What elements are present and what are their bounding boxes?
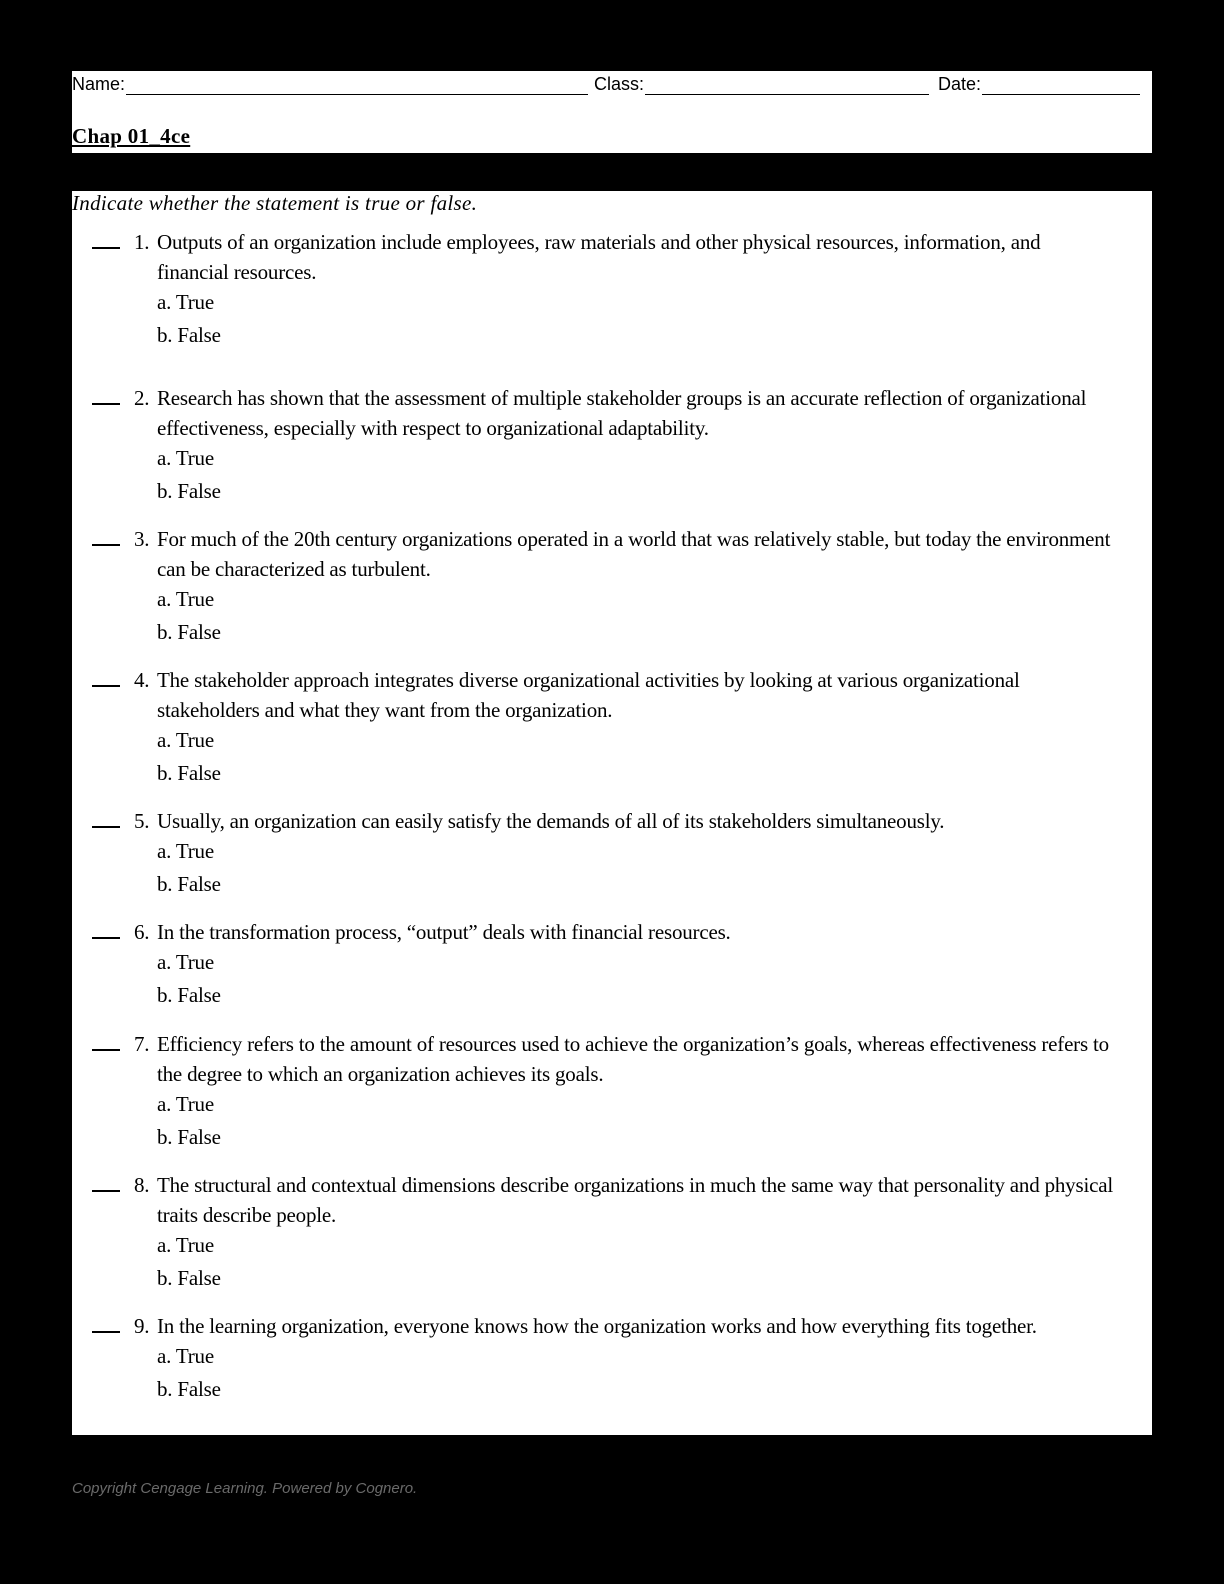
answer-blank[interactable] bbox=[92, 1316, 120, 1333]
question-text: Outputs of an organization include employees, raw materials and other physical resources, information, and financial resources. bbox=[157, 230, 1041, 284]
name-label: Name: bbox=[72, 74, 126, 94]
class-field bbox=[594, 74, 929, 95]
answer-blank[interactable] bbox=[92, 922, 120, 939]
chapter-title: Chap 01_4ce bbox=[72, 124, 191, 148]
option-true[interactable]: a. True bbox=[157, 290, 214, 314]
question-number: 4. bbox=[134, 668, 150, 692]
question-number: 1. bbox=[134, 230, 150, 254]
date-input-line[interactable] bbox=[982, 74, 1140, 95]
option-true[interactable]: a. True bbox=[157, 587, 214, 611]
option-false[interactable]: b. False bbox=[157, 1377, 221, 1401]
option-false[interactable]: b. False bbox=[157, 761, 221, 785]
answer-blank[interactable] bbox=[92, 670, 120, 687]
question-number: 6. bbox=[134, 920, 150, 944]
answer-blank[interactable] bbox=[92, 1175, 120, 1192]
instructions: Indicate whether the statement is true or false. bbox=[72, 191, 478, 215]
option-true[interactable]: a. True bbox=[157, 728, 214, 752]
question-text: Usually, an organization can easily satisfy the demands of all of its stakeholders simultaneously. bbox=[157, 809, 945, 833]
question-text: Research has shown that the assessment of multiple stakeholder groups is an accurate reflection of organizational effectiveness, especially with respect to organizational adaptability. bbox=[157, 386, 1087, 440]
header-fields bbox=[72, 74, 1152, 100]
answer-blank[interactable] bbox=[92, 1034, 120, 1051]
answer-blank[interactable] bbox=[92, 232, 120, 249]
option-true[interactable]: a. True bbox=[157, 446, 214, 470]
class-label: Class: bbox=[594, 74, 645, 94]
question-section bbox=[72, 191, 1152, 1435]
option-true[interactable]: a. True bbox=[157, 1233, 214, 1257]
question-number: 3. bbox=[134, 527, 150, 551]
question-text: For much of the 20th century organizations operated in a world that was relatively stable, but today the environment can be characterized as turbulent. bbox=[157, 527, 1111, 581]
question-number: 9. bbox=[134, 1314, 150, 1338]
option-false[interactable]: b. False bbox=[157, 872, 221, 896]
question-text: Efficiency refers to the amount of resources used to achieve the organization’s goals, whereas effectiveness refers to the degree to which an organization achieves its goals. bbox=[157, 1032, 1109, 1086]
class-input-line[interactable] bbox=[645, 74, 929, 95]
question-number: 7. bbox=[134, 1032, 150, 1056]
option-true[interactable]: a. True bbox=[157, 839, 214, 863]
name-field bbox=[72, 74, 588, 95]
option-true[interactable]: a. True bbox=[157, 950, 214, 974]
option-true[interactable]: a. True bbox=[157, 1092, 214, 1116]
option-false[interactable]: b. False bbox=[157, 1125, 221, 1149]
option-false[interactable]: b. False bbox=[157, 983, 221, 1007]
option-false[interactable]: b. False bbox=[157, 479, 221, 503]
question-number: 8. bbox=[134, 1173, 150, 1197]
question-text: In the transformation process, “output” deals with financial resources. bbox=[157, 920, 731, 944]
question-text: The stakeholder approach integrates diverse organizational activities by looking at various organizational stakeholders and what they want from the organization. bbox=[157, 668, 1020, 722]
option-false[interactable]: b. False bbox=[157, 620, 221, 644]
question-number: 2. bbox=[134, 386, 150, 410]
worksheet-header bbox=[72, 71, 1152, 153]
copyright-footer: Copyright Cengage Learning. Powered by Cognero. bbox=[72, 1480, 418, 1497]
question-text: In the learning organization, everyone knows how the organization works and how everything fits together. bbox=[157, 1314, 1037, 1338]
question-number: 5. bbox=[134, 809, 150, 833]
date-field bbox=[938, 74, 1140, 95]
question-text: The structural and contextual dimensions describe organizations in much the same way that personality and physical traits describe people. bbox=[157, 1173, 1113, 1227]
date-label: Date: bbox=[938, 74, 982, 94]
option-false[interactable]: b. False bbox=[157, 323, 221, 347]
answer-blank[interactable] bbox=[92, 811, 120, 828]
name-input-line[interactable] bbox=[126, 74, 588, 95]
answer-blank[interactable] bbox=[92, 388, 120, 405]
option-true[interactable]: a. True bbox=[157, 1344, 214, 1368]
option-false[interactable]: b. False bbox=[157, 1266, 221, 1290]
answer-blank[interactable] bbox=[92, 529, 120, 546]
